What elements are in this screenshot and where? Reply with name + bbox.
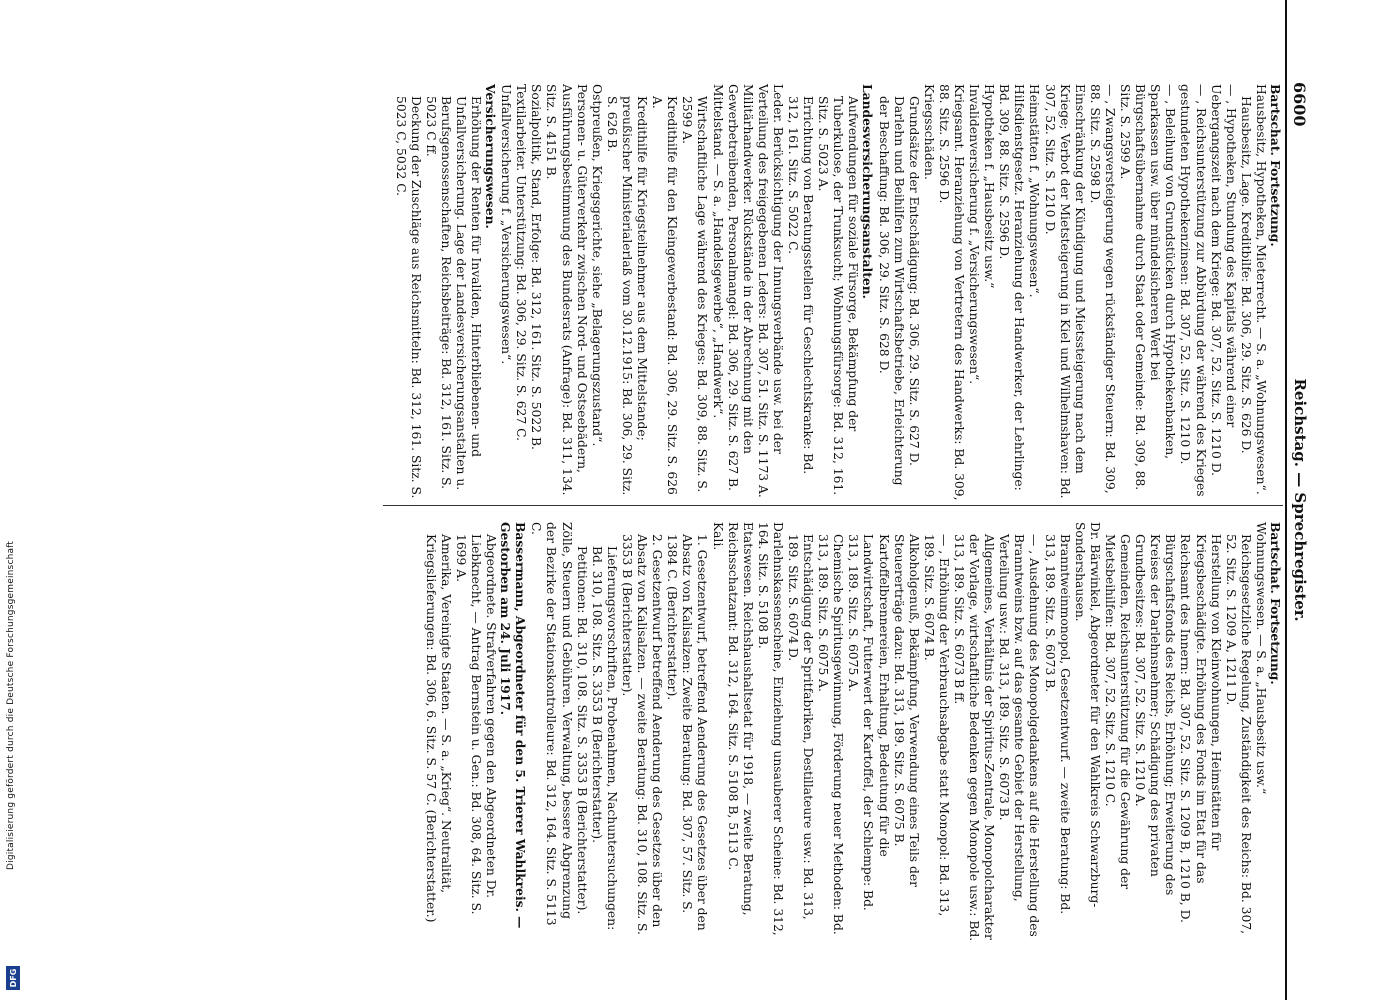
index-entry: Bassermann, Abgeordneter für den 5. Trierer Wahlkreis. — Gestorben am 24. Juli 1917. [498,522,529,929]
index-entry: Kartoffelbrennereien, Erhaltung, Bedeutung für die Landwirtschaft, Futterwert der Kartoffel, der Schlempe: Bd. 313, 189. Sitz. S. 6075 A. [846,534,891,911]
dfg-logo: DFG [6,966,20,990]
index-entry: Amerika, Vereinigte Staaten. — S. a. „Krieg“. Neutralität, Kriegslieferungen: Bd. 306, 6. Sitz. S. 57 C. (Berichterstatter.) [423,534,453,923]
index-entry: 2. Gesetzentwurf betreffend Aenderung des Gesetzes über den Absatz von Kalisalzen. — zweite Beratung: Bd. 310, 108. Sitz. S. 3353 B (Berichterstatter). [619,534,665,935]
index-entry: Chemische Spiritusgewinnung, Förderung neuer Methoden: Bd. 313, 189. Sitz. S. 6075 A. [816,534,846,935]
index-entry: Allgemeines, Verhältnis der Spiritus-Zentrale, Monopolcharakter der Vorlage, wirtschaftliche Bedenken gegen Monopole usw.: Bd. 313, 189. Sitz. S. 6073 B ff. [952,534,997,942]
index-entry: Personen- u. Güterverkehr zwischen Nord- und Ostseebädern, Ausführungsbestimmung des Bundesrats (Anfrage): Bd. 311, 134. Sitz. S. 4151 B. [544,84,589,496]
index-entry: — , Zwangsversteigerung wegen rückständiger Steuern: Bd. 309, 88. Sitz. S. 2598 D. [1087,84,1117,494]
index-entry: Herstellung von Kleinwohnungen, Heimstätten für Kriegsbeschädigte. Erhöhung des Fonds im Etat für das Reichsamt des Innern: Bd. 307, 52. Sitz. S. 1209 B, 1210 B, D. [1178,534,1223,923]
index-entry: Bürgschaftsfonds des Reichs, Erhöhung; Erweiterung des Kreises der Darlehnsnehmer; Schädigung des privaten Grundbesitzes: Bd. 307, 52. Sitz. S. 1210 A. [1133,534,1178,896]
index-entry: Zölle, Steuern und Gebühren. Verwaltung, bessere Abgrenzung der Bezirke der Stationskontrolleure: Bd. 312, 164. Sitz. S. 5113 C. [529,522,574,926]
index-entry: Mittelstand. — S. a. „Handelsgewerbe“, „Handwerk“. [710,84,725,419]
index-entry: Erhöhung der Renten für Invaliden, Hinterbliebenen- und Unfallversicherung. Lage der Landesversicherungsanstalten u. Berufsgenossenschaften, Reichsbeiträge: Bd. 312, 161. Sitz. S. 5023 C ff. [423,96,484,491]
index-entry: Alkoholgenuß, Bekämpfung, Verwendung eines Teils der Steuererträge dazu: Bd. 313, 189. Sitz. S. 6075 B. [891,534,921,888]
page-number: 6600 [1290,82,1309,127]
index-entry: — , Hypotheken, Stundung des Kapitals während einer Uebergangszeit nach dem Kriege: Bd. 307, 52. Sitz. S. 1210 D. [1208,84,1238,477]
index-entry: Kredithilfe für Kriegsteilnehmer aus dem Mittelstande; preußischer Ministerialerlaß vom 30.12.1915: Bd. 306, 29. Sitz. S. 626 B. [604,96,650,496]
index-entry: Reichsgesetzliche Regelung, Zuständigkeit des Reichs: Bd. 307, 52. Sitz. S. 1209 A, 1211 D. [1223,534,1253,935]
index-entry: Kredithilfe für den Kleingewerbestand: Bd. 306, 29. Sitz. S. 626 A. [650,96,680,495]
index-entry: 1. Gesetzentwurf, betreffend Aenderung des Gesetzes über den Absatz von Kalisalzen: Zweite Beratung: Bd. 307, 57. Sitz. S. 1384 C. (Berichterstatter). [665,534,710,931]
index-entry: Einschränkung der Kündigung und Mietssteigerung nach dem Kriege; Verbot der Mietsteigerung in Kiel und Wilhelmshaven: Bd. 307, 52. Sitz. S. 1210 D. [1042,84,1087,499]
index-entry: Hilfsdienstgesetz. Heranziehung der Handwerker, der Lehrlinge: Bd. 309, 88. Sitz. S. 2596 D. [997,84,1027,491]
index-entry: Heimstätten f. „Wohnungswesen“. [1027,84,1042,298]
index-entry: Entschädigung der Spritfabriken, Destillateure usw.: Bd. 313, 189. Sitz. S. 6074 D. [786,534,816,920]
index-entry: Bartschat. Fortsetzung. [1268,522,1283,685]
index-entry: Etatswesen. Reichshaushaltsetat für 1918, — zweite Beratung, Reichsschatzamt: Bd. 312, 164. Sitz. S. 5108 B, 5113 C. [725,522,755,916]
index-entry: Aufwendungen für soziale Fürsorge, Bekämpfung der Tuberkulose, der Trunksucht; Wohnungsfürsorge: Bd. 312, 161. Sitz. S. 5023 A. [816,96,861,496]
index-entry: Wohnungswesen. — S. a. „Hausbesitz usw.“ [1253,522,1268,795]
index-entry: Errichtung von Beratungsstellen für Geschlechtskranke: Bd. 312, 161. Sitz. S. 5022 C. [786,96,816,475]
index-entry: Landesversicherungsanstalten. [860,84,876,299]
index-entry: Ostpreußen, Kriegsgerichte, siehe „Belagerungszustand“. [589,84,604,447]
index-entry: Darlehn und Beihilfen zum Wirtschaftsbetriebe, Erleichterung der Beschaffung: Bd. 306, 29. Sitz. S. 628 D. [876,96,906,486]
index-entry: Bartschat. Fortsetzung. [1268,84,1283,247]
index-entry: Kali. [710,522,725,551]
page-header [1285,0,1309,1000]
index-entry: Invalidenversicherung f. „Versicherungswesen“. [967,84,982,385]
index-entry: — , Reichsunterstützung zur Abbürdung der während des Krieges gestundeten Hypothekenzinsen: Bd. 307, 52. Sitz. S. 1210 D. [1178,84,1208,497]
index-entry: Versicherungswesen. [483,84,499,229]
running-head: Reichstag. — Sprechregister. [1291,378,1309,622]
index-entry: Sozialpolitik, Stand, Erfolge: Bd. 312, 161. Sitz. S. 5022 B. [529,84,544,450]
index-entry: Deckung der Zuschläge aus Reichsmitteln: Bd. 312, 161. Sitz. S. 5023 C, 5032 C. [393,96,423,499]
index-entry: Hypotheken f. „Hausbesitz usw.“ [982,84,997,289]
index-entry: Hausbesitz, Lage. Kreditbilfe: Bd. 306, 29. Sitz. S. 626 D. [1238,96,1253,454]
digitization-credit: Digitalisierung gefördert durch die Deutsche Forschungsgemeinschaft [6,540,16,870]
index-entry: Darlehnskassenscheine, Einziehung unsauberer Scheine: Bd. 312, 164. Sitz. S. 5108 B. [755,522,785,936]
index-entry: Militärhandwerker. Rückstände in der Abrechnung mit den Gewerbetreibenden, Personalmangel: Bd. 306, 29. Sitz. S. 627 B. [725,84,755,491]
index-entry: Textilarbeiter. Unterstützung: Bd. 306, 29. Sitz. S. 627 C. [514,84,529,441]
index-entry: Kriegsschäden. [921,84,936,180]
right-column [423,522,1283,942]
index-entry: Wirtschaftliche Lage während des Krieges: Bd. 309, 88. Sitz. S. 2599 A. [680,96,710,493]
column-divider [383,505,1283,506]
index-entry: — , Ausdehnung des Monopolgedankens auf die Herstellung des Branntweins bzw. auf das gesamte Gebiet der Herstellung, Verteilung usw.: Bd. 313, 189. Sitz. S. 6073 B. [997,534,1042,937]
index-entry: Lieferungsvorschriften, Probenahmen, Nachuntersuchungen: Bd. 310, 108. Sitz. S. 3353 B (Berichterstatter). [589,546,619,931]
index-entry: Abgeordnete. Strafverfahren gegen den Abgeordneten Dr. Liebknecht, — Antrag Bernstein u. Gen.: Bd. 308, 64. Sitz. S. 1699 A. [453,534,499,915]
index-entry: Grundsätze der Entschädigung: Bd. 306, 29. Sitz. S. 627 D. [906,96,921,466]
left-column [392,84,1283,504]
index-entry: Hausbesitz, Hypotheken, Mieterrecht. — S. a. „Wohnungswesen“. [1253,84,1268,495]
index-entry: — , Erhöhung der Verbrauchsabgabe statt Monopol: Bd. 313, 189. Sitz. S. 6074 B. [921,534,951,917]
index-entry: Kriegsamt. Heranziehung von Vertretern des Handwerks: Bd. 309, 88. Sitz. S. 2596 D. [936,84,967,501]
index-entry: Leder. Berücksichtigung der Innungsverbände usw. bei der Verteilung des freigegebenen Leders: Bd. 307, 51. Sitz. S. 1173 A. [755,84,785,498]
index-entry: Dr. Bärwinkel, Abgeordneter für den Wahlkreis Schwarzburg-Sondershausen. [1072,522,1102,908]
index-entry: Gemeinden, Reichsunterstützung für die Gewährung der Mietsbeihilfen: Bd. 307, 52. Sitz. S. 1210 C. [1102,534,1133,890]
index-entry: Branntweinmonopol, Gesetzentwurf. — zweite Beratung: Bd. 313, 189. Sitz. S. 6073 B. [1042,534,1072,915]
index-entry: — , Beleihung von Grundstücken durch Hypothekenbanken, Sparkassen usw. über mündelsicheren Wert bei Bürgschaftsübernahme durch Staat oder Gemeinde: Bd. 309, 88. Sitz. S. 2599 A. [1118,84,1178,491]
index-entry: Petitionen: Bd. 310, 108. Sitz. S. 3353 B (Berichterstatter). [574,546,589,915]
index-entry: Unfallversicherung f. „Versicherungswesen“. [499,84,514,365]
